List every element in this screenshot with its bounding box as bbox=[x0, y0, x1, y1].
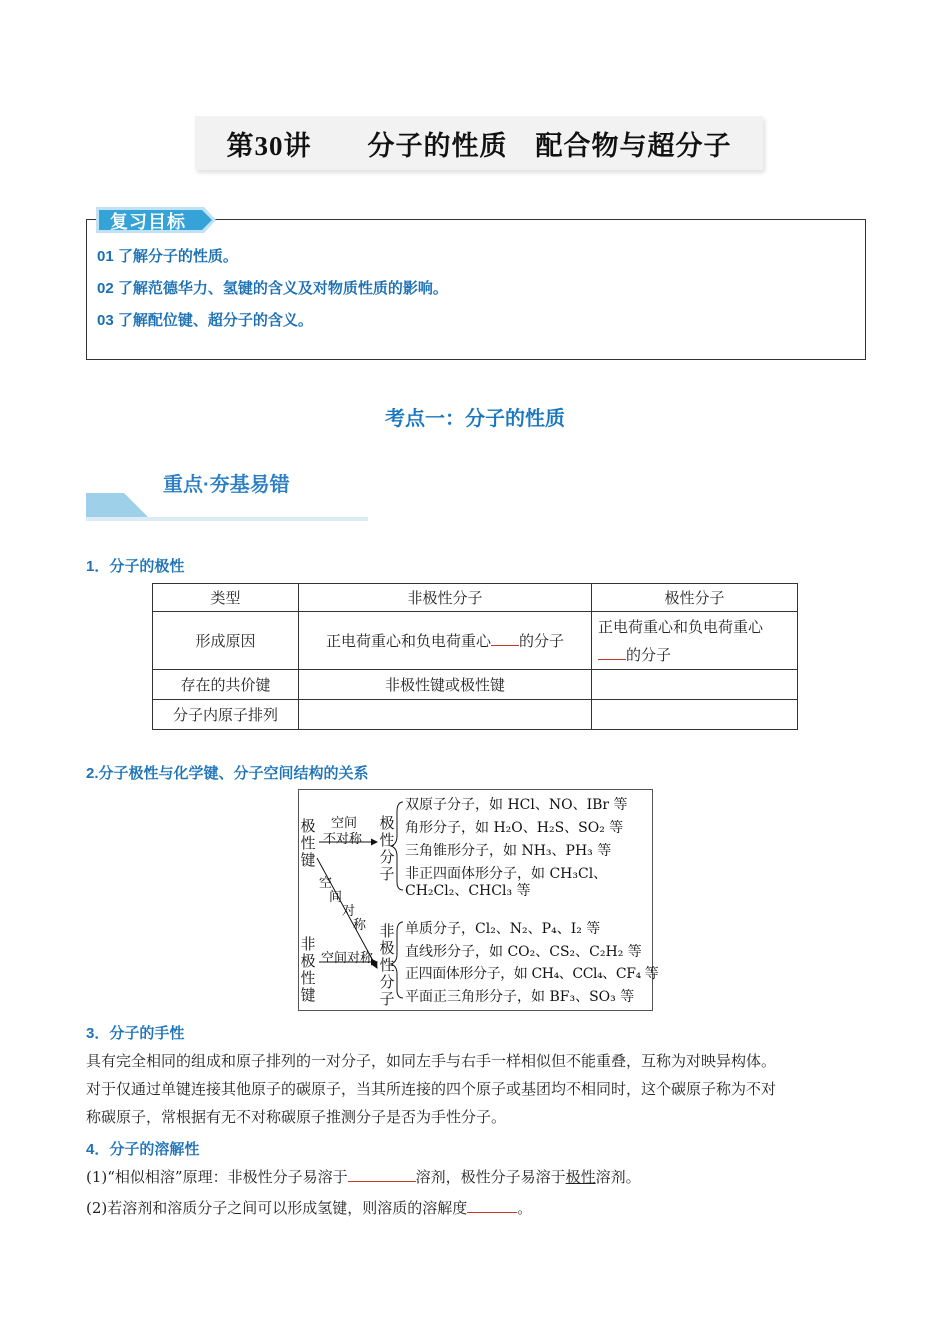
goal-item-3: 03 了解配位键、超分子的含义。 bbox=[97, 312, 313, 329]
section-4-heading: 4．分子的溶解性 bbox=[86, 1141, 200, 1158]
paragraph-text: 溶剂。 bbox=[595, 1168, 641, 1186]
table-row-label: 形成原因 bbox=[153, 612, 299, 670]
paragraph-text: (2)若溶剂和溶质分子之间可以形成氢键，则溶质的溶解度 bbox=[86, 1199, 468, 1217]
polar-item-4: 非正四面体形分子，如 CH₃Cl、 bbox=[405, 866, 608, 882]
section-1-heading: 1．分子的极性 bbox=[86, 558, 185, 575]
solubility-paragraph-2 bbox=[86, 1194, 872, 1222]
cell-text: 正电荷重心和负电荷重心 bbox=[325, 632, 491, 650]
answer-blank bbox=[598, 645, 626, 660]
nonpolar-molecule-label: 非极性分子 bbox=[379, 922, 395, 1008]
section-heading: 考点一：分子的性质 bbox=[385, 408, 565, 430]
nonpolar-bond-label: 非极性键 bbox=[300, 935, 316, 1004]
table-cell: 非极性键或极性键 bbox=[299, 670, 592, 700]
table-cell bbox=[592, 700, 798, 730]
page-title: 第30讲 分子的性质 配合物与超分子 bbox=[226, 130, 732, 161]
answer-blank bbox=[467, 1198, 517, 1213]
asym-label-2: 不对称 bbox=[323, 832, 363, 847]
nonpolar-item-4: 平面正三角形分子，如 BF₃、SO₃ 等 bbox=[405, 989, 635, 1005]
polar-item-1: 双原子分子，如 HCl、NO、IBr 等 bbox=[405, 797, 628, 813]
polarity-diagram bbox=[298, 789, 659, 1011]
table-cell bbox=[299, 612, 592, 670]
chirality-paragraph bbox=[86, 1047, 872, 1131]
answer-text: 极性 bbox=[565, 1168, 596, 1186]
polar-item-3: 三角锥形分子，如 NH₃、PH₃ 等 bbox=[405, 843, 612, 859]
table-header-type: 类型 bbox=[153, 584, 299, 612]
sym-diag-1: 空 bbox=[319, 876, 333, 891]
table-cell bbox=[592, 670, 798, 700]
sym-diag-2: 间 bbox=[329, 890, 343, 905]
goal-item-2: 02 了解范德华力、氢键的含义及对物质性质的影响。 bbox=[97, 280, 448, 297]
polar-bond-label: 极性键 bbox=[300, 817, 316, 869]
nonpolar-item-1: 单质分子，Cl₂、N₂、P₄、I₂ 等 bbox=[405, 921, 601, 937]
polarity-table bbox=[152, 583, 798, 730]
polar-molecule-label: 极性分子 bbox=[379, 814, 395, 883]
paragraph-line: 称碳原子，常根据有无不对称碳原子推测分子是否为手性分子。 bbox=[86, 1108, 507, 1126]
cell-text: 正电荷重心和负电荷重心 bbox=[598, 617, 764, 636]
answer-blank bbox=[348, 1167, 416, 1182]
polar-item-2: 角形分子，如 H₂O、H₂S、SO₂ 等 bbox=[405, 820, 624, 836]
sym-label: 空间对称 bbox=[321, 951, 374, 966]
table-header-polar: 极性分子 bbox=[592, 584, 798, 612]
table-cell bbox=[299, 700, 592, 730]
paragraph-text: 溶剂，极性分子易溶于 bbox=[415, 1168, 566, 1186]
table-row-label: 存在的共价键 bbox=[153, 670, 299, 700]
paragraph-text: (1)“相似相溶”原理：非极性分子易溶于 bbox=[86, 1168, 348, 1186]
nonpolar-item-2: 直线形分子，如 CO₂、CS₂、C₂H₂ 等 bbox=[405, 944, 642, 960]
sym-diag-3: 对 bbox=[342, 904, 356, 919]
table-row-label: 分子内原子排列 bbox=[153, 700, 299, 730]
section-3-heading: 3．分子的手性 bbox=[86, 1025, 185, 1042]
asym-label-1: 空间 bbox=[331, 816, 358, 831]
section-2-heading: 2.分子极性与化学键、分子空间结构的关系 bbox=[86, 765, 369, 782]
polar-item-5: CH₂Cl₂、CHCl₃ 等 bbox=[405, 883, 531, 899]
nonpolar-item-3: 正四面体形分子，如 CH₄、CCl₄、CF₄ 等 bbox=[405, 966, 659, 982]
goal-item-1: 01 了解分子的性质。 bbox=[97, 248, 238, 265]
paragraph-text: 。 bbox=[517, 1199, 533, 1217]
page-title-box bbox=[195, 116, 763, 170]
banner-title: 重点·夯基易错 bbox=[163, 474, 290, 496]
cell-text: 的分子 bbox=[626, 645, 672, 664]
sym-diag-4: 称 bbox=[353, 918, 367, 933]
cell-text: 的分子 bbox=[519, 632, 565, 650]
paragraph-line: 具有完全相同的组成和原子排列的一对分子，如同左手与右手一样相似但不能重叠，互称为对映异构体。 bbox=[86, 1052, 777, 1070]
paragraph-line: 对于仅通过单键连接其他原子的碳原子，当其所连接的四个原子或基团均不相同时，这个碳原子称为不对 bbox=[86, 1080, 777, 1098]
answer-blank bbox=[491, 631, 519, 646]
solubility-paragraph-1 bbox=[86, 1163, 872, 1191]
table-header-nonpolar: 非极性分子 bbox=[299, 584, 592, 612]
table-cell bbox=[592, 612, 798, 670]
review-goals-tag-label: 复习目标 bbox=[110, 212, 186, 232]
